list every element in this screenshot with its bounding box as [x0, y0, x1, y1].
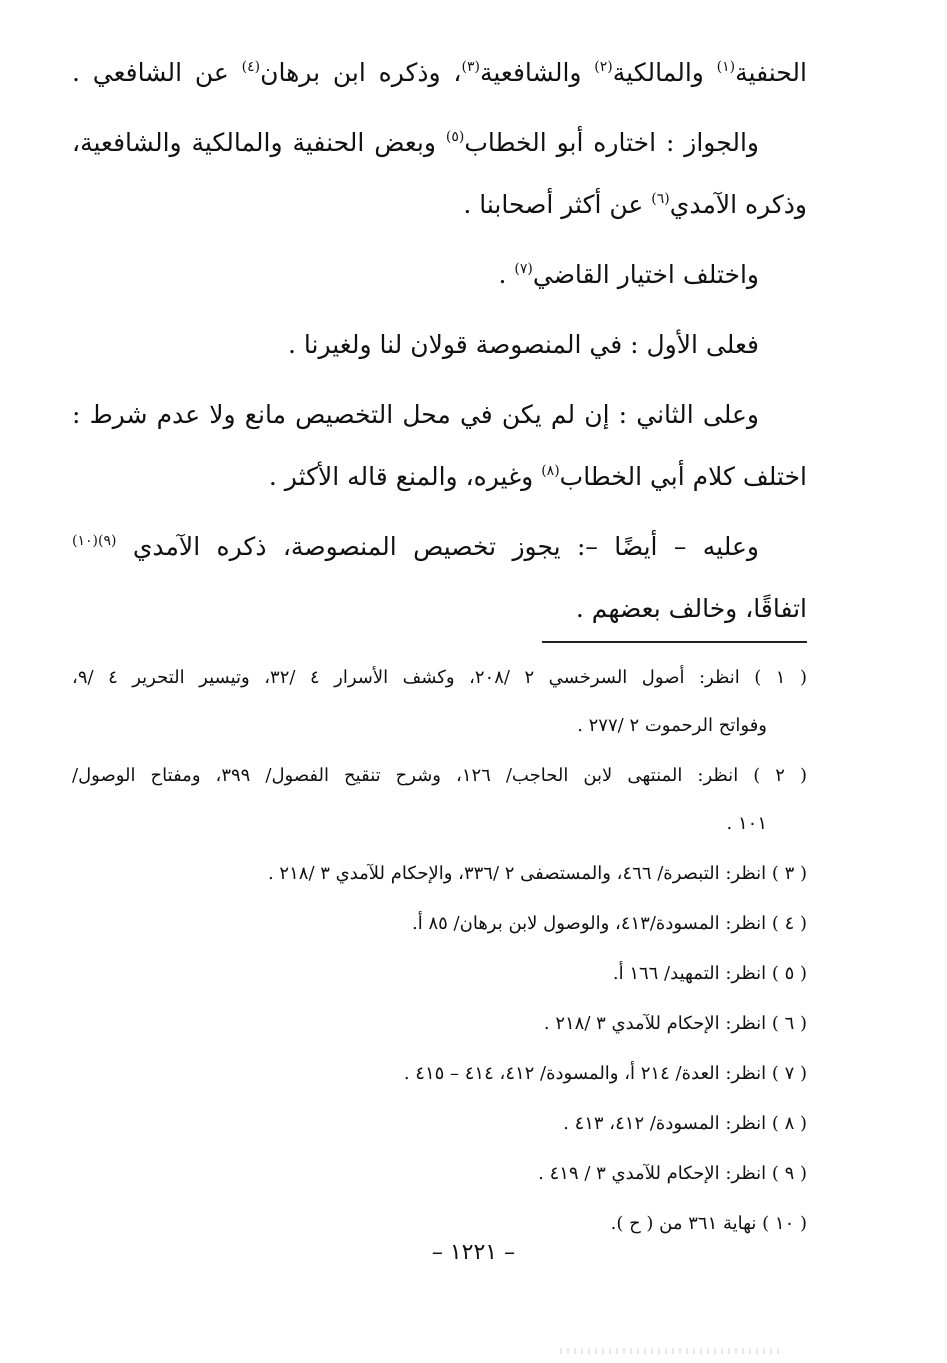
- text-segment: وذكره الآمدي: [669, 190, 807, 219]
- footnote-1: ( ١ ) انظر: أصول السرخسي ٢ /٢٠٨، وكشف الأسرار ٤ /٣٢، وتيسير التحرير ٤ /٩،: [72, 667, 807, 688]
- footnote-6: ( ٦ ) انظر: الإحكام للآمدي ٣ /٢١٨ .: [543, 1013, 807, 1034]
- body-line-2: [72, 125, 807, 161]
- body-line-9: اتفاقًا، وخالف بعضهم .: [575, 594, 807, 623]
- body-line-3: [72, 187, 807, 223]
- footnote-3: ( ٣ ) انظر: التبصرة/ ٤٦٦، والمستصفى ٢ /٣٣٦، والإحكام للآمدي ٣ /٢١٨ .: [267, 863, 807, 884]
- text-segment: وعليه – أيضًا –: يجوز تخصيص المنصوصة، ذكره الآمدي: [116, 532, 759, 561]
- text-segment: ، وذكره ابن برهان: [260, 58, 462, 87]
- footnote-9: ( ٩ ) انظر: الإحكام للآمدي ٣ / ٤١٩ .: [538, 1163, 807, 1184]
- page-content: [72, 55, 807, 1237]
- body-line-1: [72, 55, 807, 91]
- footnote-4: ( ٤ ) انظر: المسودة/٤١٣، والوصول لابن برهان/ ٨٥ أ.: [412, 913, 807, 934]
- text-segment: عن الشافعي .: [72, 58, 242, 87]
- text-segment: والمالكية: [612, 58, 717, 87]
- text-segment: اختلف كلام أبي الخطاب: [559, 462, 807, 491]
- footnote-divider: [542, 641, 807, 643]
- footnote-10: ( ١٠ ) نهاية ٣٦١ من ( ح ).: [610, 1213, 807, 1234]
- footnote-ref-1[interactable]: (١): [716, 59, 736, 75]
- footnote-2-continued: ١٠١ .: [726, 813, 767, 834]
- footnote-ref-2[interactable]: (٢): [594, 59, 613, 75]
- footnote-1-continued: وفواتح الرحموت ٢ /٢٧٧ .: [577, 715, 767, 736]
- text-segment: عن أكثر أصحابنا .: [463, 190, 652, 219]
- body-line-4: [72, 257, 807, 293]
- page-number: – ١٢٢١ –: [431, 1240, 516, 1265]
- footnote-ref-6[interactable]: (٦): [651, 191, 670, 207]
- text-segment: وبعض الحنفية والمالكية والشافعية،: [72, 128, 446, 157]
- text-segment: والشافعية: [479, 58, 595, 87]
- body-line-7: [72, 459, 807, 495]
- text-segment: وغيره، والمنع قاله الأكثر .: [268, 462, 542, 491]
- footnote-8: ( ٨ ) انظر: المسودة/ ٤١٢، ٤١٣ .: [563, 1113, 807, 1134]
- scan-speckle: [560, 1348, 780, 1354]
- text-segment: الحنفية: [735, 58, 807, 87]
- footnote-ref-7[interactable]: (٧): [514, 261, 533, 277]
- text-segment: والجواز : اختاره أبو الخطاب: [464, 128, 759, 157]
- footnote-ref-5[interactable]: (٥): [445, 129, 465, 145]
- footnote-ref-3[interactable]: (٣): [461, 59, 480, 75]
- body-line-6: وعلى الثاني : إن لم يكن في محل التخصيص مانع ولا عدم شرط :: [72, 400, 759, 429]
- text-segment: واختلف اختيار القاضي: [532, 260, 759, 289]
- body-line-5: فعلى الأول : في المنصوصة قولان لنا ولغيرنا .: [287, 330, 759, 359]
- footnote-ref-8[interactable]: (٨): [541, 463, 560, 479]
- footnote-ref-4[interactable]: (٤): [241, 59, 261, 75]
- footnote-2: ( ٢ ) انظر: المنتهى لابن الحاجب/ ١٢٦، وشرح تنقيح الفصول/ ٣٩٩، ومفتاح الوصول/: [72, 765, 807, 786]
- footnote-ref-9-10[interactable]: (٩)(١٠): [72, 533, 117, 549]
- footnote-5: ( ٥ ) انظر: التمهيد/ ١٦٦ أ.: [612, 963, 807, 984]
- text-segment: .: [498, 260, 515, 289]
- footnote-7: ( ٧ ) انظر: العدة/ ٢١٤ أ، والمسودة/ ٤١٢، ٤١٤ – ٤١٥ .: [403, 1063, 807, 1084]
- body-line-8: [72, 529, 807, 565]
